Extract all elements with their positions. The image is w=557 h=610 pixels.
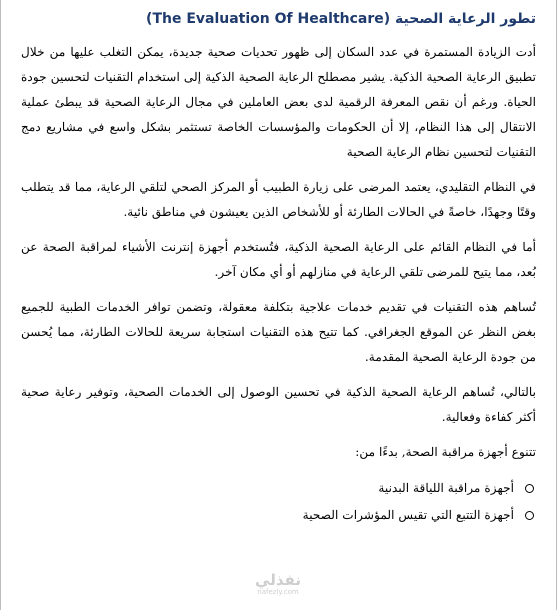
paragraph-intro: أدت الزيادة المستمرة في عدد السكان إلى ظهور تحديات صحية جديدة، يمكن التغلب عليها من خلال تطبيق الرعاية الصحية الذكية. يشير مصطلح الرعاية الصحية الذكية إلى استخدام التقنيات لتحسين جودة الحياة. ورغم أن نقص المعرفة الرقمية لدى بعض العاملين في مجال الرعاية الصحية قد يبطئ عملية الانتقال إلى هذا النظام، إلا أن الحكومات والمؤسسات الخاصة تستثمر بشكل واسع في مشاريع دمج التقنيات لتحسين نظام الرعاية الصحية xyxy=(21,45,536,159)
paragraph-devices-intro: تتنوع أجهزة مراقبة الصحة, بدءًا من: xyxy=(355,445,536,459)
watermark-logo xyxy=(238,572,318,596)
paragraph-traditional-system: في النظام التقليدي، يعتمد المرضى على زيارة الطبيب أو المركز الصحي لتلقي الرعاية، مما قد يتطلب وقتًا وجهدًا، خاصةً في الحالات الطارئة أو للأشخاص الذين يعيشون في مناطق نائية. xyxy=(21,180,536,219)
list-item-text: أجهزة التتبع التي تقيس المؤشرات الصحية xyxy=(302,508,514,522)
circle-bullet-icon xyxy=(525,511,534,520)
devices-list xyxy=(21,475,536,529)
paragraph-conclusion: بالتالي، تُساهم الرعاية الصحية الذكية في تحسين الوصول إلى الخدمات الصحية، وتوفير رعاية صحية أكثر كفاءة وفعالية. xyxy=(21,385,536,424)
watermark-domain: nafezly.com xyxy=(257,588,299,596)
list-item xyxy=(21,475,514,502)
paragraph-smart-system: أما في النظام القائم على الرعاية الصحية الذكية، فتُستخدم أجهزة إنترنت الأشياء لمراقبة الصحة عن بُعد، مما يتيح للمرضى تلقي الرعاية في منازلهم أو أي مكان آخر. xyxy=(21,240,536,279)
list-item-text: أجهزة مراقبة اللياقة البدنية xyxy=(378,481,514,495)
watermark-brand: نفذلي xyxy=(255,571,301,589)
document-title: تطور الرعاية الصحية (The Evaluation Of Healthcare) xyxy=(146,11,536,27)
list-item xyxy=(21,502,514,529)
circle-bullet-icon xyxy=(525,484,534,493)
document-content xyxy=(21,8,536,529)
paragraph-benefits: تُساهم هذه التقنيات في تقديم خدمات علاجية بتكلفة معقولة، وتضمن توافر الخدمات الطبية للجميع بغض النظر عن الموقع الجغرافي. كما تتيح هذه التقنيات استجابة سريعة للحالات الطارئة، مما يُحسن من جودة الرعاية الصحية المقدمة. xyxy=(21,300,536,364)
